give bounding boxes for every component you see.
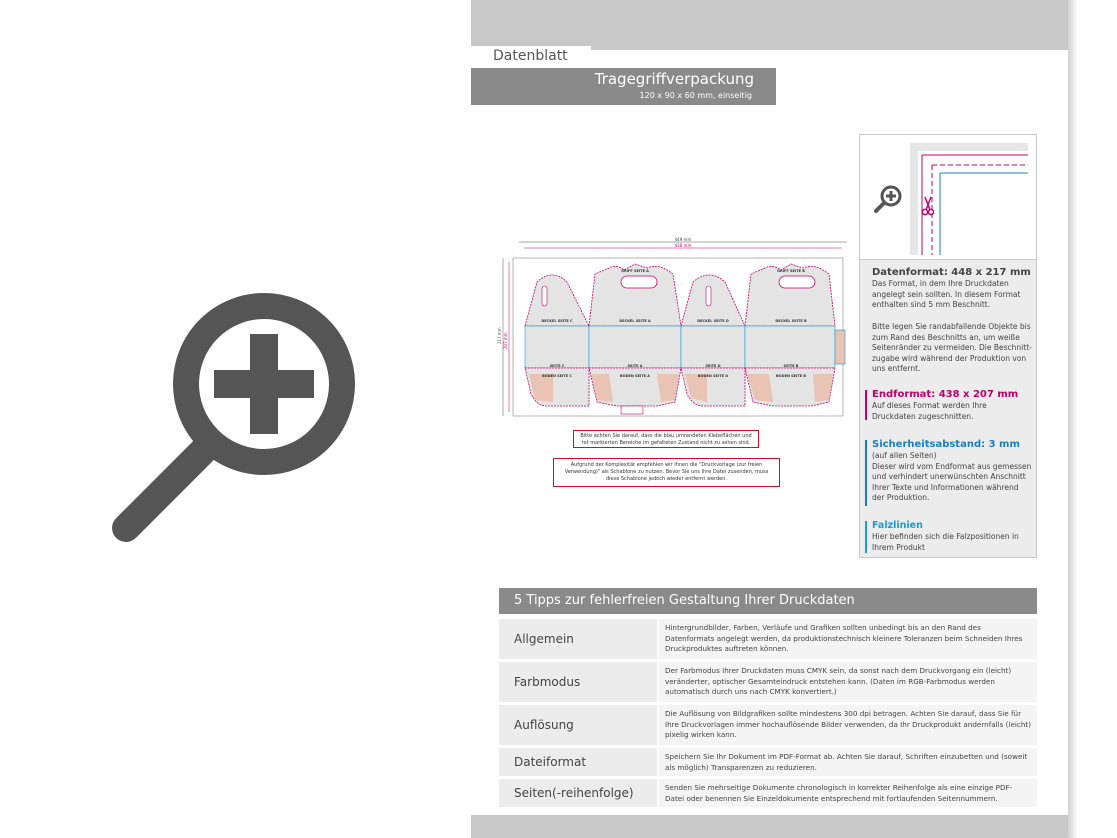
tip-name: Seiten(-reihenfolge) — [499, 779, 657, 807]
page-shadow — [1068, 0, 1078, 838]
label-seite-c: SEITE C — [549, 364, 565, 368]
page-top-band — [471, 0, 1068, 50]
zoom-in-small-icon[interactable] — [872, 183, 904, 215]
sicherheit-subtext: (auf allen Seiten) — [872, 451, 937, 460]
sicherheitsabstand-section — [872, 438, 1032, 504]
label-seite-b: SEITE B — [783, 364, 799, 368]
endformat-heading: Endformat: 438 x 207 mm — [872, 389, 1019, 400]
endformat-text: Auf dieses Format werden Ihre Druckdaten zugeschnitten. — [872, 401, 987, 421]
datenformat-heading: Datenformat: 448 x 217 mm — [872, 267, 1031, 278]
side-panel-b — [745, 326, 835, 368]
tip-row — [499, 619, 1037, 659]
label-deckel-b: DECKEL SEITE B — [775, 319, 807, 323]
slot-d — [706, 286, 711, 306]
label-griff-a: GRIFF SEITE A — [621, 269, 649, 273]
datenformat-text: Das Format, in dem Ihre Druckdaten angelegt sein sollten. In diesem Format enthalten sind 5 mm Beschnitt. — [872, 279, 1021, 309]
slot-c — [542, 286, 547, 306]
tip-name: Farbmodus — [499, 662, 657, 702]
scissors-icon — [922, 195, 934, 217]
tip-text: Der Farbmodus Ihrer Druckdaten muss CMYK sein, da sonst nach dem Druckvorgang ein (leicht) veränderter, optischer Gesamteindruck entstehen kann. (Daten im RGB-Farbmodus werden automatisch durch uns nach CMYK konvertiert.) — [659, 662, 1037, 702]
lid-shape-b — [745, 264, 835, 326]
label-deckel-a: DECKEL SEITE A — [619, 319, 651, 323]
falz-heading: Falzlinien — [872, 520, 923, 531]
tip-text: Senden Sie mehrseitige Dokumente chronologisch in korrekter Reihenfolge als eine einzige PDF-Datei oder benennen Sie Einzeldokumente entsprechend mit fortlaufenden Seitennummern. — [659, 779, 1037, 807]
label-deckel-d: DECKEL SEITE D — [697, 319, 729, 323]
zoom-in-icon[interactable] — [104, 290, 356, 548]
datenblatt-tab: Datenblatt — [471, 46, 591, 68]
dim-total-label: 449 mm — [674, 237, 692, 242]
tip-text: Speichern Sie Ihr Dokument im PDF-Format ab. Achten Sie darauf, Schriften einzubetten und (soweit als möglich) Transparenzen zu reduzieren. — [659, 748, 1037, 776]
handle-hole-a — [621, 276, 657, 288]
page-bottom-band — [471, 815, 1068, 838]
label-boden-b: BODEN SEITE B — [776, 374, 806, 378]
side-panel-a — [589, 326, 681, 368]
bleed-hint-text: Bitte legen Sie randabfallende Objekte bis zum Rand des Beschnitts an, um weiße Seitenränder zu vermeiden. Die Beschnitt-zugabe wird während der Produktion von uns entfernt. — [872, 322, 1032, 373]
label-boden-c: BODEN SEITE C — [542, 374, 572, 378]
label-boden-a: BODEN SEITE A — [619, 374, 651, 378]
detail-view — [860, 135, 1036, 260]
sicherheit-text: Dieser wird vom Endformat aus gemessen und verhindert unerwünschten Anschnitt Ihrer Texte und Informationen während der Produktion. — [872, 461, 1032, 502]
tip-name: Allgemein — [499, 619, 657, 659]
product-subtitle: 120 x 90 x 60 mm, einseitig — [639, 91, 752, 100]
dim-height-label: 217 mm — [497, 327, 502, 344]
glue-area-note: Bitte achten Sie darauf, dass die blau umrandeten Klebeflächen und rot markierten Bereiche im gefalteten Zustand nicht zu sehen sind. — [573, 430, 759, 448]
tips-header: 5 Tipps zur fehlerfreien Gestaltung Ihrer Druckdaten — [499, 588, 1037, 614]
side-panel-c — [525, 326, 589, 368]
product-title: Tragegriffverpackung — [594, 70, 754, 88]
tips-table — [499, 619, 1037, 810]
falz-text: Hier befinden sich die Falzpositionen in Ihrem Produkt — [872, 532, 1019, 552]
falz-marker — [865, 521, 867, 553]
falzlinien-section — [872, 519, 1032, 553]
dim-inner-label: 438 mm — [674, 243, 692, 248]
sicherheit-marker — [865, 440, 867, 506]
tip-text: Hintergrundbilder, Farben, Verläufe und Grafiken sollten unbedingt bis an den Rand des Datenformats angelegt werden, da produktionstechnisch kleinere Toleranzen beim Schneiden Ihres Druckproduktes auftreten können. — [659, 619, 1037, 659]
template-note: Aufgrund der Komplexität empfehlen wir Ihnen die "Druckvorlage (zur freien Verwendung)" als Schablone zu nutzen. Bevor Sie uns Ihre Datei zusenden, muss diese Schablone jedoch wieder entfernt werden. — [553, 458, 780, 487]
glue-flap — [835, 330, 845, 364]
datenformat-section — [872, 266, 1032, 311]
label-boden-d: BODEN SEITE D — [697, 374, 729, 378]
endformat-marker — [865, 390, 867, 420]
label-deckel-c: DECKEL SEITE C — [541, 319, 573, 323]
dieline-diagram — [497, 234, 852, 424]
sicherheit-heading: Sicherheitsabstand: 3 mm — [872, 439, 1020, 450]
tip-name: Dateiformat — [499, 748, 657, 776]
glue-area-1 — [529, 374, 553, 402]
bleed-hint-section — [872, 322, 1032, 375]
label-seite-a: SEITE A — [627, 364, 643, 368]
tip-row — [499, 779, 1037, 807]
title-bar — [471, 68, 776, 105]
tip-row — [499, 748, 1037, 776]
tip-name: Auflösung — [499, 705, 657, 745]
endformat-section — [872, 388, 1032, 422]
tip-row — [499, 705, 1037, 745]
label-seite-d: SEITE D — [705, 364, 721, 368]
handle-hole-b — [779, 276, 815, 288]
tip-row — [499, 662, 1037, 702]
datasheet-page — [471, 0, 1068, 838]
side-panel-d — [681, 326, 745, 368]
info-panel — [859, 134, 1037, 558]
dim-height-inner-label: 207 mm — [503, 332, 508, 349]
tuck-tab — [621, 406, 643, 414]
lid-shape-a — [589, 264, 681, 326]
tip-text: Die Auflösung von Bildgrafiken sollte mindestens 300 dpi betragen. Achten Sie darauf, dass Sie für Ihre Druckvorlagen immer hochauflösende Bilder verwenden, da Ihr Druckprodukt andernfalls (leicht) pixelig wirken kann. — [659, 705, 1037, 745]
label-griff-b: GRIFF SEITE B — [777, 269, 805, 273]
